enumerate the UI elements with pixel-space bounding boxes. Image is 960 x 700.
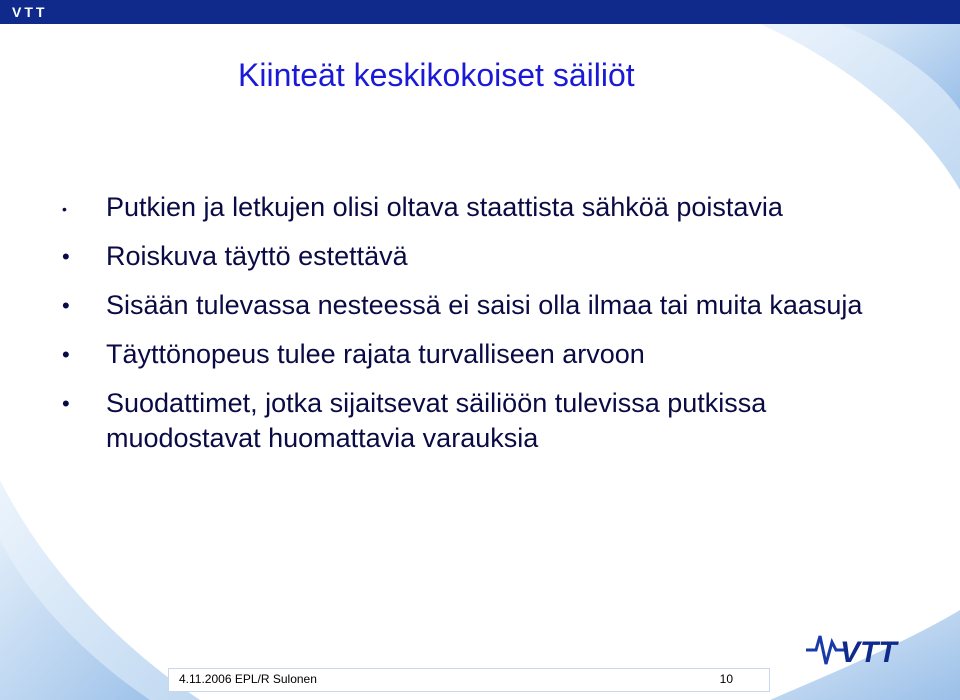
bullet-item [62,239,922,274]
bullet-text: Sisään tulevassa nesteessä ei saisi olla ilmaa tai muita kaasuja [106,290,863,320]
bullet-item [62,337,922,372]
page-number: 10 [719,672,733,686]
bullet-item [62,386,922,456]
vtt-logo-icon [806,628,906,672]
bullet-text: Putkien ja letkujen olisi oltava staattista sähköä poistavia [106,192,783,222]
bullet-text: Suodattimet, jotka sijaitsevat säiliöön tulevissa putkissa muodostavat huomattavia varauksia [106,388,767,453]
logo-text: VTT [840,636,897,669]
header-bar [0,0,960,24]
bullet-text: Roiskuva täyttö estettävä [106,241,408,271]
bullet-dot-icon: • [62,293,70,318]
bullet-dot-icon: • [62,244,70,269]
bullet-dot-icon: • [62,391,70,416]
bullet-item [62,288,922,323]
bullet-dot-icon: • [62,201,67,217]
footer-date-author: 4.11.2006 EPL/R Sulonen [179,672,317,686]
footer-bar [168,668,770,692]
bullet-list [62,190,922,470]
slide-title: Kiinteät keskikokoiset säiliöt [238,57,635,93]
bullet-text: Täyttönopeus tulee rajata turvalliseen arvoon [106,339,645,369]
bullet-dot-icon: • [62,342,70,367]
header-brand: VTT [12,4,48,20]
bullet-item [62,190,922,225]
